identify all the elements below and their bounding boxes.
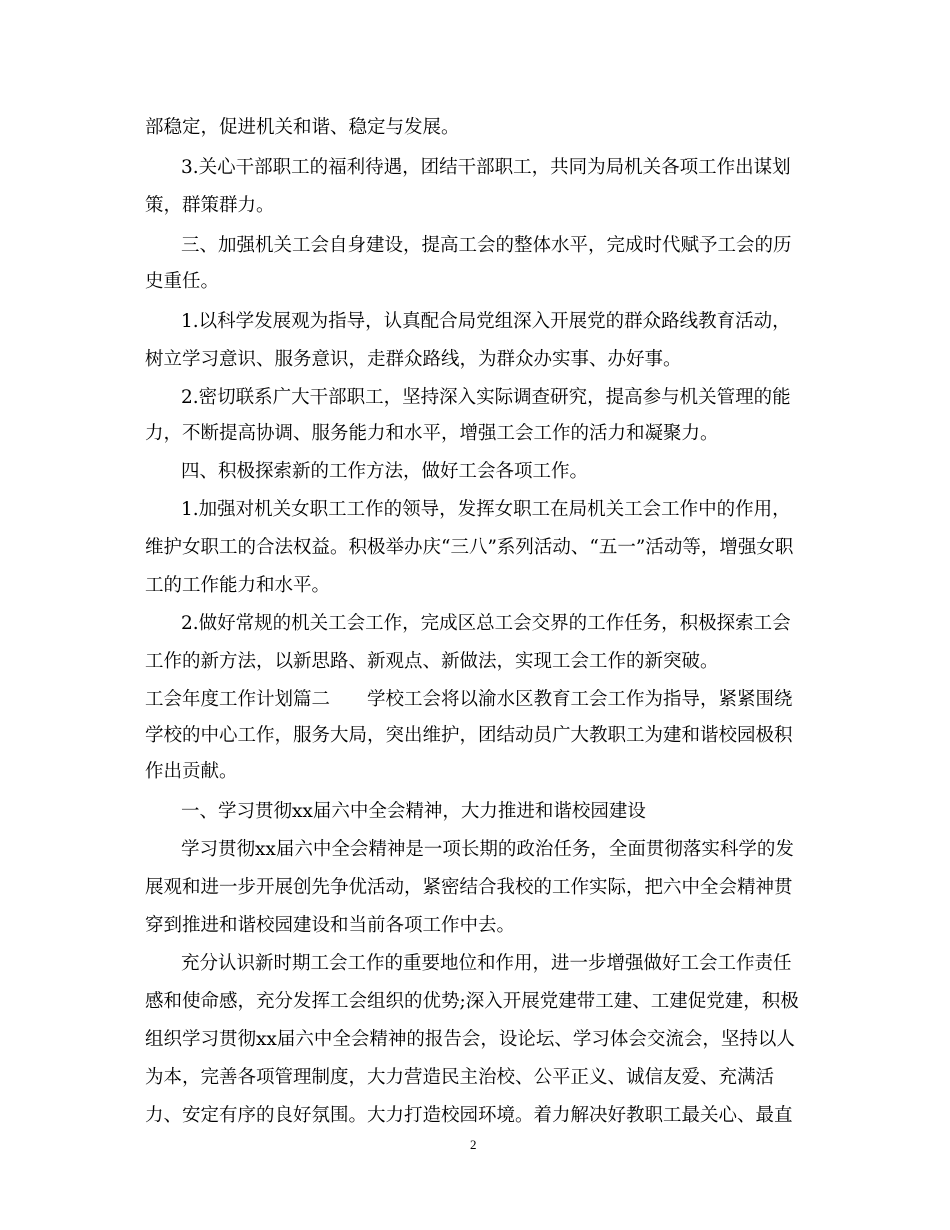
text-line: 3.关心干部职工的福利待遇，团结干部职工，共同为局机关各项工作出谋划 <box>181 157 791 178</box>
text-line: 为本，完善各项管理制度，大力营造民主治校、公平正义、诚信友爱、充满活 <box>145 1067 775 1088</box>
text-line: 作出贡献。 <box>145 761 238 782</box>
text-line: 组织学习贯彻xx届六中全会精神的报告会，设论坛、学习体会交流会，坚持以人 <box>145 1029 795 1050</box>
text-line: 1.加强对机关女职工工作的领导，发挥女职工在局机关工会工作中的作用， <box>181 499 791 520</box>
text-line: 工的工作能力和水平。 <box>145 575 331 596</box>
text-line: 2.做好常规的机关工会工作，完成区总工会交界的工作任务，积极探索工会 <box>181 613 791 634</box>
text-line: 维护女职工的合法权益。积极举办庆“三八”系列活动、“五一”活动等，增强女职 <box>145 537 794 558</box>
text-line: 2.密切联系广大干部职工，坚持深入实际调查研究，提高参与机关管理的能 <box>181 387 791 408</box>
text-line: 工会年度工作计划篇二 学校工会将以渝水区教育工会工作为指导，紧紧围绕 <box>145 689 793 710</box>
page-number: 2 <box>470 1137 477 1152</box>
text-line: 三、加强机关工会自身建设，提高工会的整体水平，完成时代赋予工会的历 <box>181 235 792 256</box>
text-line: 穿到推进和谐校园建设和当前各项工作中去。 <box>145 915 516 936</box>
text-line: 工作的新方法，以新思路、新观点、新做法，实现工会工作的新突破。 <box>145 651 719 672</box>
text-line: 力，不断提高协调、服务能力和水平，增强工会工作的活力和凝聚力。 <box>145 423 719 444</box>
text-line: 一、学习贯彻xx届六中全会精神，大力推进和谐校园建设 <box>181 801 646 822</box>
text-line: 树立学习意识、服务意识，走群众路线，为群众办实事、办好事。 <box>145 349 682 370</box>
text-line: 四、积极探索新的工作方法，做好工会各项工作。 <box>181 461 589 482</box>
text-line: 力、安定有序的良好氛围。大力打造校园环境。着力解决好教职工最关心、最直 <box>145 1105 793 1126</box>
text-line: 充分认识新时期工会工作的重要地位和作用，进一步增强做好工会工作责任 <box>181 953 792 974</box>
text-line: 学习贯彻xx届六中全会精神是一项长期的政治任务，全面贯彻落实科学的发 <box>181 839 794 860</box>
text-line: 学校的中心工作，服务大局，突出维护，团结动员广大教职工为建和谐校园极积 <box>145 725 793 746</box>
text-line: 感和使命感，充分发挥工会组织的优势;深入开展党建带工建、工建促党建，积极 <box>145 991 799 1012</box>
text-line: 展观和进一步开展创先争优活动，紧密结合我校的工作实际，把六中全会精神贯 <box>145 877 793 898</box>
text-line: 史重任。 <box>145 271 220 292</box>
text-line: 策，群策群力。 <box>145 195 275 216</box>
text-line: 1.以科学发展观为指导，认真配合局党组深入开展党的群众路线教育活动， <box>181 311 791 332</box>
text-line: 部稳定，促进机关和谐、稳定与发展。 <box>145 117 460 138</box>
